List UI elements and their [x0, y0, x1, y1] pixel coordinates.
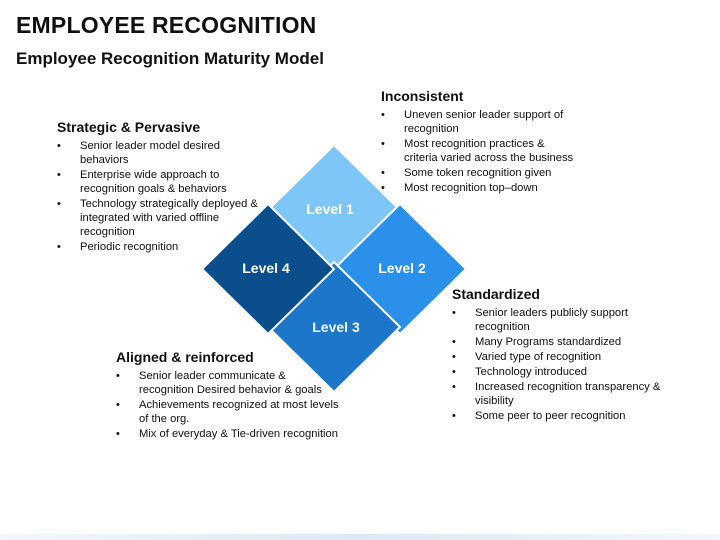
list-item: • Most recognition practices & criteria varied across the business — [381, 137, 581, 165]
strategic-pervasive-block — [57, 119, 267, 255]
strategic-pervasive-heading: Strategic & Pervasive — [57, 119, 201, 135]
list-item: • Many Programs standardized — [452, 335, 667, 349]
list-item: • Achievements recognized at most levels of the org. — [116, 398, 341, 426]
bottom-decorative-bar — [0, 534, 720, 540]
inconsistent-block — [381, 88, 581, 196]
page-subtitle: Employee Recognition Maturity Model — [16, 49, 324, 68]
list-item: • Some token recognition given — [381, 166, 581, 180]
standardized-list — [452, 306, 667, 423]
list-item: • Varied type of recognition — [452, 350, 667, 364]
list-item: • Technology introduced — [452, 365, 667, 379]
list-item: • Senior leaders publicly support recognition — [452, 306, 667, 334]
level-2-label: Level 2 — [378, 260, 426, 276]
standardized-heading: Standardized — [452, 286, 540, 302]
list-item: • Some peer to peer recognition — [452, 409, 667, 423]
list-item: • Periodic recognition — [57, 240, 267, 254]
list-item: • Mix of everyday & Tie-driven recognition — [116, 427, 341, 441]
list-item: • Enterprise wide approach to recognition goals & behaviors — [57, 168, 267, 196]
list-item: • Technology strategically deployed & integrated with varied offline recognition — [57, 197, 267, 239]
aligned-reinforced-heading: Aligned & reinforced — [116, 349, 254, 365]
list-item: • Senior leader communicate & recognition Desired behavior & goals — [116, 369, 341, 397]
inconsistent-heading: Inconsistent — [381, 88, 464, 104]
list-item: • Increased recognition transparency & visibility — [452, 380, 667, 408]
list-item: • Uneven senior leader support of recognition — [381, 108, 581, 136]
level-3-label: Level 3 — [312, 319, 360, 335]
aligned-reinforced-block — [116, 349, 341, 442]
level-1-label: Level 1 — [306, 201, 354, 217]
aligned-reinforced-list — [116, 369, 341, 441]
standardized-block — [452, 286, 667, 424]
strategic-pervasive-list — [57, 139, 267, 254]
level-4-label: Level 4 — [242, 260, 290, 276]
page-title: EMPLOYEE RECOGNITION — [16, 12, 317, 38]
inconsistent-list — [381, 108, 581, 195]
list-item: • Senior leader model desired behaviors — [57, 139, 267, 167]
list-item: • Most recognition top–down — [381, 181, 581, 195]
